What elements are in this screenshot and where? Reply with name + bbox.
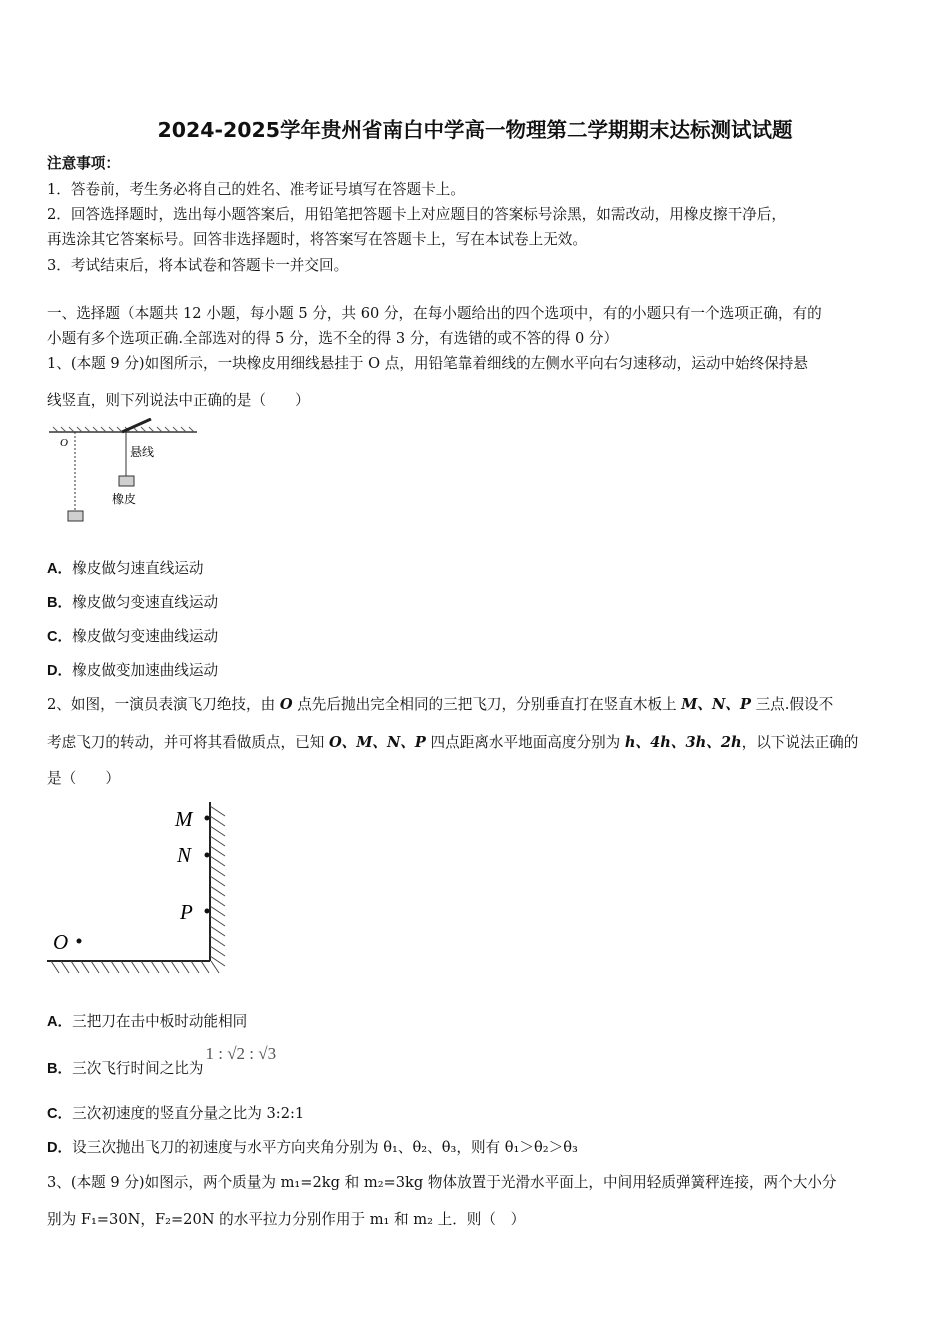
q1-figure	[47, 418, 202, 528]
q1-string-label: 悬线	[130, 445, 155, 459]
q2-option-a[interactable]: A．三把刀在击中板时动能相同	[47, 1013, 248, 1030]
notice-item-2-cont: 再选涂其它答案标号。回答非选择题时，将答案写在答题卡上，写在本试卷上无效。	[47, 231, 587, 248]
q2-point-p	[205, 909, 210, 914]
q2-label-o: O	[53, 930, 69, 954]
q2-stem-cont: 考虑飞刀的转动，并可将其看做质点，已知 O、M、N、P 四点距离水平地面高度分别为 h、4h、3h、2h，以下说法正确的	[47, 734, 859, 751]
q1-stem: 1、(本题 9 分)如图所示，一块橡皮用细线悬挂于 O 点，用铅笔靠着细线的左侧水平向右匀速移动，运动中始终保持悬	[47, 355, 808, 372]
page-title: 2024-2025学年贵州省南白中学高一物理第二学期期末达标测试试题	[157, 118, 793, 142]
q1-option-d[interactable]: D．橡皮做变加速曲线运动	[47, 662, 219, 679]
q2-point-m	[205, 816, 210, 821]
q3-stem: 3、(本题 9 分)如图示，两个质量为 m₁=2kg 和 m₂=3kg 物体放置于光滑水平面上，中间用轻质弹簧秤连接，两个大小分	[47, 1174, 837, 1191]
q1-eraser-label: 橡皮	[112, 492, 137, 506]
q1-point-o: O	[60, 437, 68, 449]
q1-option-b[interactable]: B．橡皮做匀变速直线运动	[47, 594, 219, 611]
q2-label-m: M	[175, 807, 193, 831]
section-heading: 一、选择题（本题共 12 小题，每小题 5 分，共 60 分，在每小题给出的四个选项中，有的小题只有一个选项正确，有的	[47, 305, 822, 322]
q2-stem: 2、如图，一演员表演飞刀绝技，由 O 点先后抛出完全相同的三把飞刀，分别垂直打在竖直木板上 M、N、P 三点.假设不	[47, 696, 834, 713]
q1-option-c[interactable]: C．橡皮做匀变速曲线运动	[47, 628, 219, 645]
q2-label-p: P	[180, 900, 193, 924]
q1-option-a[interactable]: A．橡皮做匀速直线运动	[47, 560, 204, 577]
q1-eraser	[119, 476, 134, 486]
section-heading-cont: 小题有多个选项正确.全部选对的得 5 分，选不全的得 3 分，有选错的或不答的得 0 分）	[47, 330, 619, 347]
notice-item-3: 3．考试结束后，将本试卷和答题卡一并交回。	[47, 257, 349, 274]
q2-option-b-ratio: 1 : √2 : √3	[205, 1044, 277, 1063]
q2-figure	[45, 798, 235, 980]
q1-eraser-initial	[68, 511, 83, 521]
q2-option-c[interactable]: C．三次初速度的竖直分量之比为 3:2:1	[47, 1105, 305, 1122]
notice-item-2: 2．回答选择题时，选出每小题答案后，用铅笔把答题卡上对应题目的答案标号涂黑，如需改动，用橡皮擦干净后，	[47, 206, 786, 223]
q2-option-b[interactable]: B．三次飞行时间之比为1 : √2 : √3	[47, 1044, 277, 1077]
q2-stem-end: 是（ ）	[47, 770, 120, 787]
notice-item-1: 1．答卷前，考生务必将自己的姓名、准考证号填写在答题卡上。	[47, 181, 465, 198]
q2-option-d[interactable]: D．设三次抛出飞刀的初速度与水平方向夹角分别为 θ₁、θ₂、θ₃，则有 θ₁＞θ₂＞θ₃	[47, 1139, 578, 1156]
q2-point-n	[205, 853, 210, 858]
q2-point-o	[77, 939, 82, 944]
q1-stem-cont: 线竖直，则下列说法中正确的是（ ）	[47, 392, 310, 409]
notice-heading: 注意事项：	[47, 155, 120, 172]
q2-label-n: N	[177, 843, 192, 867]
q3-stem-cont: 别为 F₁=30N，F₂=20N 的水平拉力分别作用于 m₁ 和 m₂ 上．则（ ）	[47, 1211, 526, 1228]
